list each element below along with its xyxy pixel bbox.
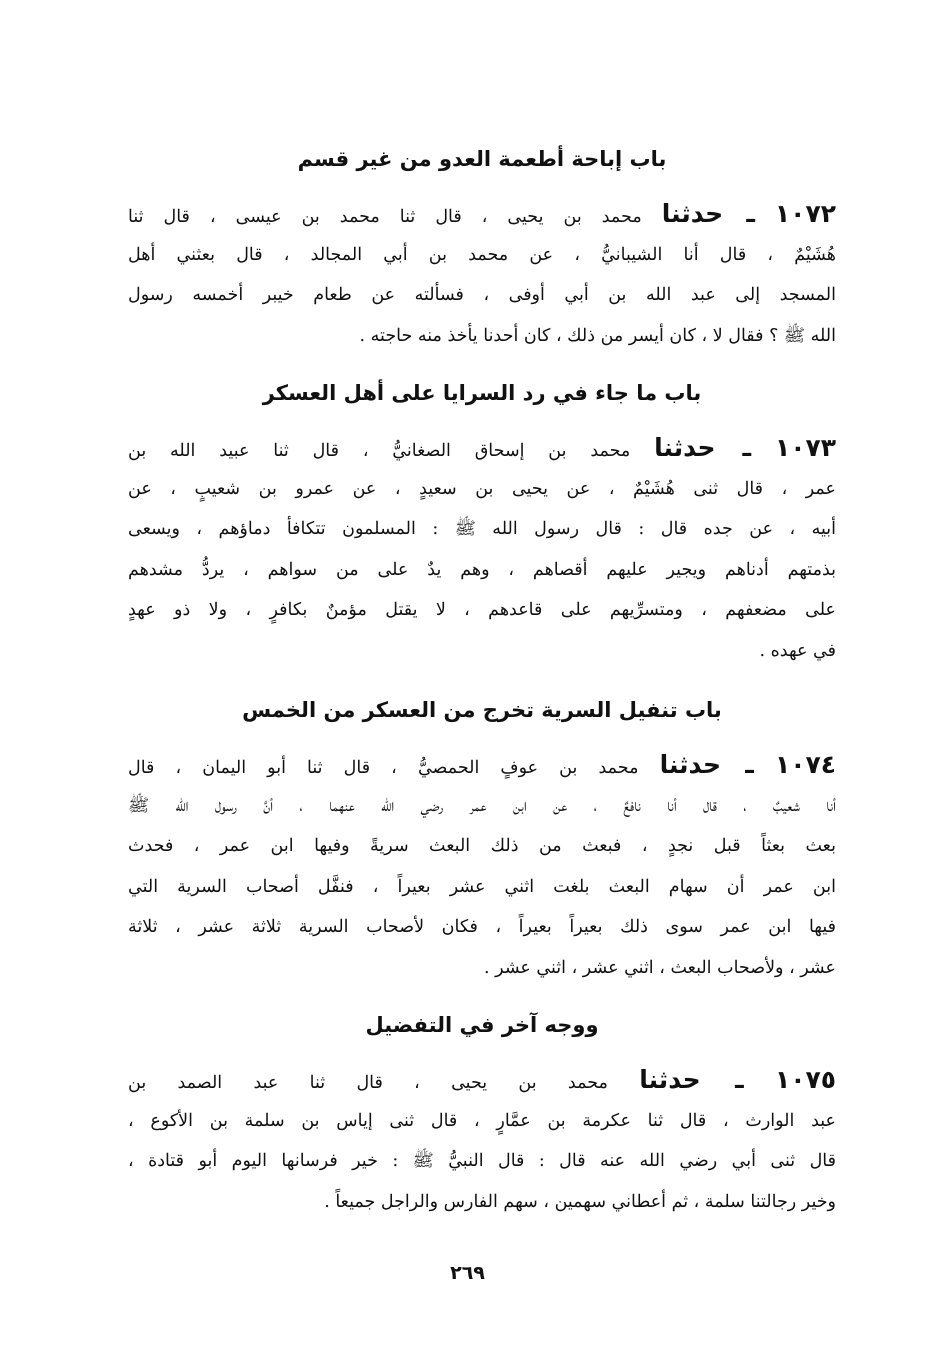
text-line-content: محمد بن إسحاق الصغانيُّ ، قال ثنا عبيد الله بن <box>128 441 631 461</box>
text-line: في عهده . <box>759 640 836 661</box>
text-line: عشر ، ولأصحاب البعث ، اثني عشر ، اثني عشر . <box>484 957 836 978</box>
text-line <box>128 745 836 786</box>
section-title: باب إباحة أطعمة العدو من غير قسم <box>297 147 667 171</box>
haddathana-word: ـ حدثنا <box>654 433 752 462</box>
text-line <box>128 428 836 469</box>
text-line: بعث بعثاً قبل نجدٍ ، فبعث من ذلك البعث سريةً وفيها ابن عمر ، فحدث <box>128 836 836 856</box>
page-number: ٢٦٩ <box>450 1262 485 1284</box>
text-line-content: محمد بن يحيى ، قال ثنا عبد الصمد بن <box>128 1073 608 1093</box>
text-line: ابن عمر أن سهام البعث بلغت اثني عشر بعيراً ، فنفَّل أصحاب السرية التي <box>128 876 836 897</box>
text-line <box>128 1060 836 1101</box>
hadith-number: ١٠٧٤ <box>774 750 836 779</box>
haddathana-word: ـ حدثنا <box>661 199 755 228</box>
section-title: ووجه آخر في التفضيل <box>365 1013 599 1037</box>
text-line: فيها ابن عمر سوى ذلك بعيراً بعيراً ، فكان لأصحاب السرية ثلاثة عشر ، ثلاثة <box>128 917 836 937</box>
text-line: عبد الوارث ، قال ثنا عكرمة بن عمَّارٍ ، قال ثنى إياس بن سلمة بن الأكوع ، <box>128 1110 836 1131</box>
text-line: أنا شعيبٌ ، قال أنا نافعٌ ، عن ابن عمر رضي الله عنهما ، أنَّ رسول الله ﷺ <box>128 795 836 816</box>
text-line <box>128 194 836 235</box>
hadith-paragraph <box>128 194 836 356</box>
text-line: وخير رجالتنا سلمة ، ثم أعطاني سهمين ، سهم الفارس والراجل جميعاً . <box>324 1191 836 1212</box>
page-body <box>128 140 836 1222</box>
haddathana-word: ـ حدثنا <box>659 750 754 779</box>
section-title: باب ما جاء في رد السرايا على أهل العسكر <box>262 381 702 405</box>
text-line-content: محمد بن عوفٍ الحمصيُّ ، قال ثنا أبو اليمان ، قال <box>128 758 639 778</box>
hadith-number: ١٠٧٥ <box>774 1065 836 1094</box>
text-line-content: محمد بن يحيى ، قال ثنا محمد بن عيسى ، قال ثنا <box>128 207 642 227</box>
hadith-paragraph <box>128 428 836 671</box>
hadith-number: ١٠٧٢ <box>774 199 836 228</box>
hadith-paragraph <box>128 745 836 988</box>
text-line: عمر ، قال ثنى هُشَيْمٌ ، عن يحيى بن سعيدٍ ، عن عمرو بن شعيبٍ ، عن <box>128 478 836 499</box>
text-line: على مضعفهم ، ومتسرِّيهم على قاعدهم ، لا يقتل مؤمنٌ بكافرٍ ، ولا ذو عهدٍ <box>128 600 836 620</box>
text-line: هُشَيْمٌ ، قال أنا الشيبانيُّ ، عن محمد بن أبي المجالد ، قال بعثني أهل <box>128 244 836 265</box>
hadith-paragraph <box>128 1060 836 1222</box>
haddathana-word: ـ حدثنا <box>639 1065 744 1094</box>
text-line: المسجد إلى عبد الله بن أبي أوفى ، فسألته عن طعام خيبر أخمسه رسول <box>128 285 836 305</box>
text-line: أبيه ، عن جده قال : قال رسول الله ﷺ : المسلمون تتكافأ دماؤهم ، ويسعى <box>128 519 836 539</box>
section-title: باب تنفيل السرية تخرج من العسكر من الخمس <box>242 698 722 722</box>
hadith-number: ١٠٧٣ <box>774 433 836 462</box>
text-line: بذمتهم أدناهم ويجير عليهم أقصاهم ، وهم يدٌ على من سواهم ، يردُّ مشدهم <box>128 559 836 580</box>
text-line: الله ﷺ ؟ فقال لا ، كان أيسر من ذلك ، كان أحدنا يأخذ منه حاجته . <box>359 325 836 346</box>
text-line: قال ثنى أبي رضي الله عنه قال : قال النبيُّ ﷺ : خير فرسانها اليوم أبو قتادة ، <box>128 1151 836 1171</box>
